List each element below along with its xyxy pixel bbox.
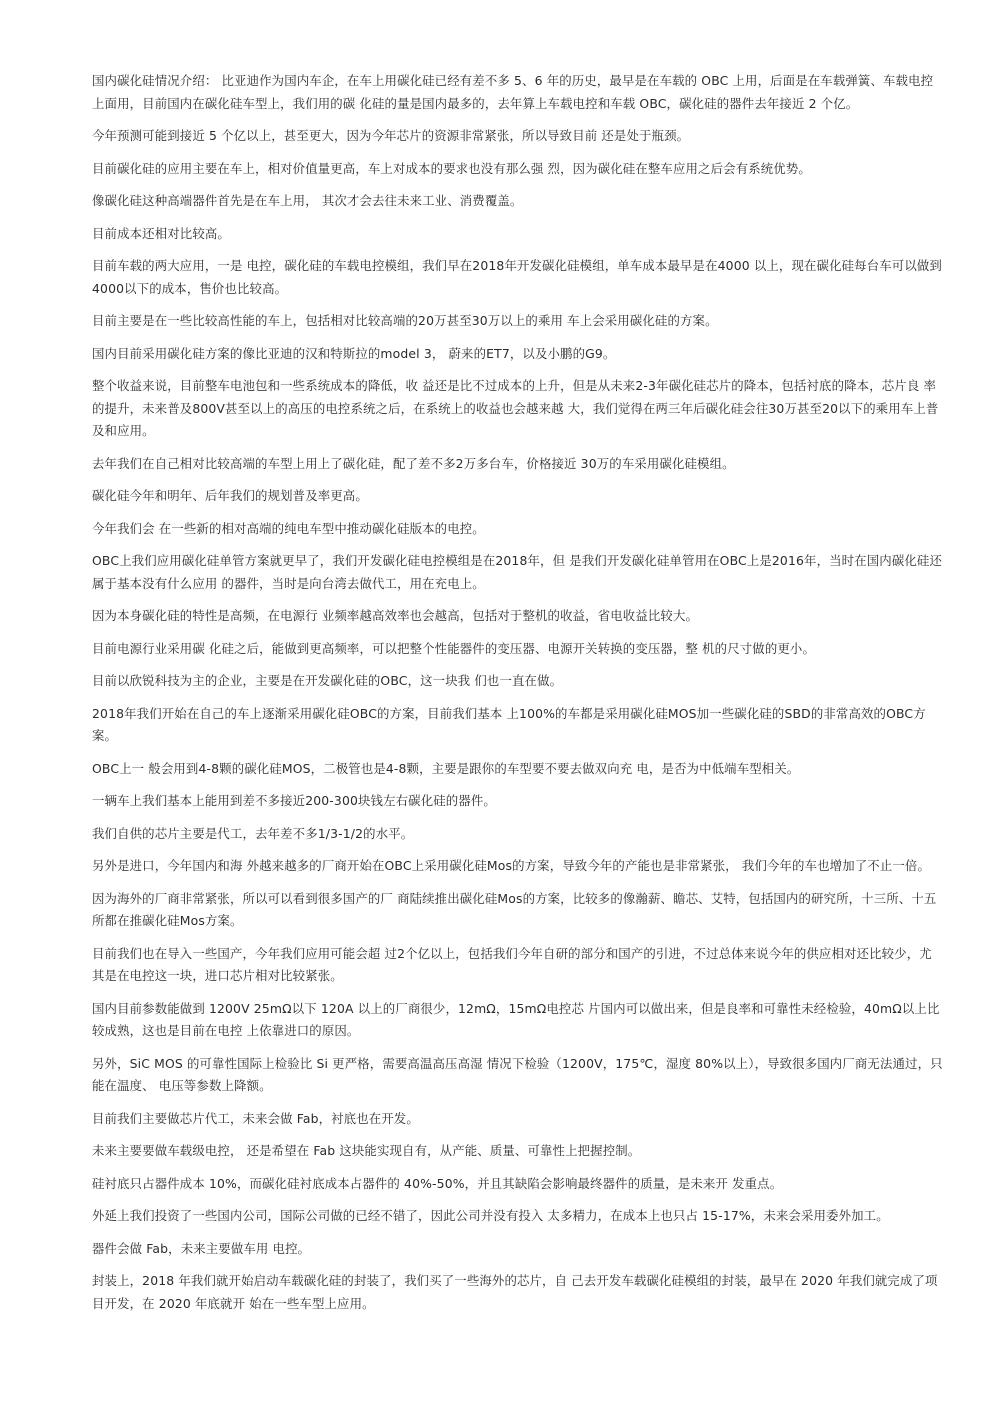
- paragraph-17: 2018年我们开始在自己的车上逐渐采用碳化硅OBC的方案，目前我们基本 上100%的车都是采用碳化硅MOS加一些碳化硅的SBD的非常高效的OBC方案。: [92, 705, 926, 743]
- paragraph-28: 硅衬底只占器件成本 10%，而碳化硅衬底成本占器件的 40%-50%，并且其缺陷会影响最终器件的质量，是未来开 发重点。: [92, 1175, 783, 1191]
- paragraph-14: 因为本身碳化硅的特性是高频，在电源行 业频率越高效率也会越高，包括对于整机的收益，省电收益比较大。: [92, 608, 699, 623]
- paragraph-11: 碳化硅今年和明年、后年我们的规划普及率更高。: [92, 488, 368, 503]
- paragraph-16: 目前以欣锐科技为主的企业，主要是在开发碳化硅的OBC，这一块我 们也一直在做。: [92, 673, 563, 688]
- paragraph-4: 像碳化硅这种高端器件首先是在车上用， 其次才会去往未来工业、消费覆盖。: [92, 193, 523, 208]
- paragraph-9: 整个收益来说，目前整车电池包和一些系统成本的降低，收 益还是比不过成本的上升，但是从未来2-3年碳化硅芯片的降本，包括衬底的降本，芯片良 率的提升，未来普及800V甚至以上的高压的电控系统之后，在系统上的收益也会越来越 大，我们觉得在两三年后碳化硅会往30万甚至20以下的乘用车上普及和应用。: [92, 378, 939, 438]
- paragraph-24: 国内目前参数能做到 1200V 25mΩ以下 120A 以上的厂商很少，12mΩ，15mΩ电控芯 片国内可以做出来，但是良率和可靠性未经检验，40mΩ以上比较成熟，这也是目前在电控 上依靠进口的原因。: [92, 1000, 940, 1038]
- paragraph-29: 外延上我们投资了一些国内公司，国际公司做的已经不错了，因此公司并没有投入 太多精力，在成本上也只占 15-17%，未来会采用委外加工。: [92, 1208, 889, 1223]
- paragraph-15: 目前电源行业采用碳 化硅之后，能做到更高频率，可以把整个性能器件的变压器、电源开关转换的变压器，整 机的尺寸做的更小。: [92, 640, 815, 656]
- paragraph-18: OBC上一 般会用到4-8颗的碳化硅MOS，二极管也是4-8颗，主要是跟你的车型要不要去做双向充 电，是否为中低端车型相关。: [92, 760, 800, 776]
- paragraph-30: 器件会做 Fab，未来主要做车用 电控。: [92, 1240, 311, 1256]
- paragraph-22: 因为海外的厂商非常紧张，所以可以看到很多国产的厂 商陆续推出碳化硅Mos的方案，比较多的像瀚薪、瞻芯、艾特，包括国内的研究所，十三所、十五所都在推碳化硅Mos方案。: [92, 890, 937, 928]
- paragraph-8: 国内目前采用碳化硅方案的像比亚迪的汉和特斯拉的model 3， 蔚来的ET7，以及小鹏的G9。: [92, 345, 616, 361]
- paragraph-23: 目前我们也在导入一些国产，今年我们应用可能会超 过2个亿以上，包括我们今年自研的部分和国产的引进，不过总体来说今年的供应相对还比较少，尤其是在电控这一块，进口芯片相对比较紧张。: [92, 945, 932, 983]
- paragraph-10: 去年我们在自己相对比较高端的车型上用上了碳化硅，配了差不多2万多台车，价格接近 30万的车采用碳化硅模组。: [92, 455, 735, 471]
- paragraph-2: 今年预测可能到接近 5 个亿以上，甚至更大，因为今年芯片的资源非常紧张，所以导致目前 还是处于瓶颈。: [92, 128, 690, 143]
- paragraph-20: 我们自供的芯片主要是代工，去年差不多1/3-1/2的水平。: [92, 825, 414, 841]
- paragraph-12: 今年我们会 在一些新的相对高端的纯电车型中推动碳化硅版本的电控。: [92, 520, 485, 536]
- paragraph-19: 一辆车上我们基本上能用到差不多接近200-300块钱左右碳化硅的器件。: [92, 793, 496, 808]
- paragraph-27: 未来主要要做车载级电控， 还是希望在 Fab 这块能实现自有，从产能、质量、可靠性上把握控制。: [92, 1143, 641, 1158]
- paragraph-7: 目前主要是在一些比较高性能的车上，包括相对比较高端的20万甚至30万以上的乘用 车上会采用碳化硅的方案。: [92, 313, 718, 328]
- paragraph-6: 目前车载的两大应用，一是 电控，碳化硅的车载电控模组，我们早在2018年开发碳化硅模组，单车成本最早是在4000 以上，现在碳化硅每台车可以做到4000以下的成本，售价也比较高。: [92, 258, 942, 296]
- paragraph-31: 封装上，2018 年我们就开始启动车载碳化硅的封装了，我们买了一些海外的芯片，自 己去开发车载碳化硅模组的封装，最早在 2020 年我们就完成了项目开发，在 2020 年底就开 始在一些车型上应用。: [92, 1273, 938, 1311]
- document-body: [92, 70, 944, 1325]
- paragraph-13: OBC上我们应用碳化硅单管方案就更早了，我们开发碳化硅电控模组是在2018年，但 是我们开发碳化硅单管用在OBC上是2016年，当时在国内碳化硅还属于基本没有什么应用 的器件，当时是向台湾去做代工，用在充电上。: [92, 553, 942, 591]
- paragraph-26: 目前我们主要做芯片代工，未来会做 Fab，衬底也在开发。: [92, 1110, 419, 1126]
- paragraph-3: 目前碳化硅的应用主要在车上，相对价值量更高，车上对成本的要求也没有那么强 烈，因为碳化硅在整车应用之后会有系统优势。: [92, 160, 811, 176]
- paragraph-25: 另外，SiC MOS 的可靠性国际上检验比 Si 更严格，需要高温高压高湿 情况下检验（1200V，175℃，湿度 80%以上），导致很多国内厂商无法通过，只能在温度、 电压等参数上降额。: [92, 1055, 943, 1093]
- paragraph-5: 目前成本还相对比较高。: [92, 225, 230, 241]
- paragraph-1: 国内碳化硅情况介绍： 比亚迪作为国内车企，在车上用碳化硅已经有差不多 5、6 年的历史，最早是在车载的 OBC 上用，后面是在车载弹簧、车载电控上面用，目前国内在碳化硅车型上，我们用的碳 化硅的量是国内最多的，去年算上车载电控和车载 OBC，碳化硅的器件去年接近 2 个亿。: [92, 73, 934, 111]
- paragraph-21: 另外是进口，今年国内和海 外越来越多的厂商开始在OBC上采用碳化硅Mos的方案，导致今年的产能也是非常紧张， 我们今年的车也增加了不止一倍。: [92, 858, 931, 873]
